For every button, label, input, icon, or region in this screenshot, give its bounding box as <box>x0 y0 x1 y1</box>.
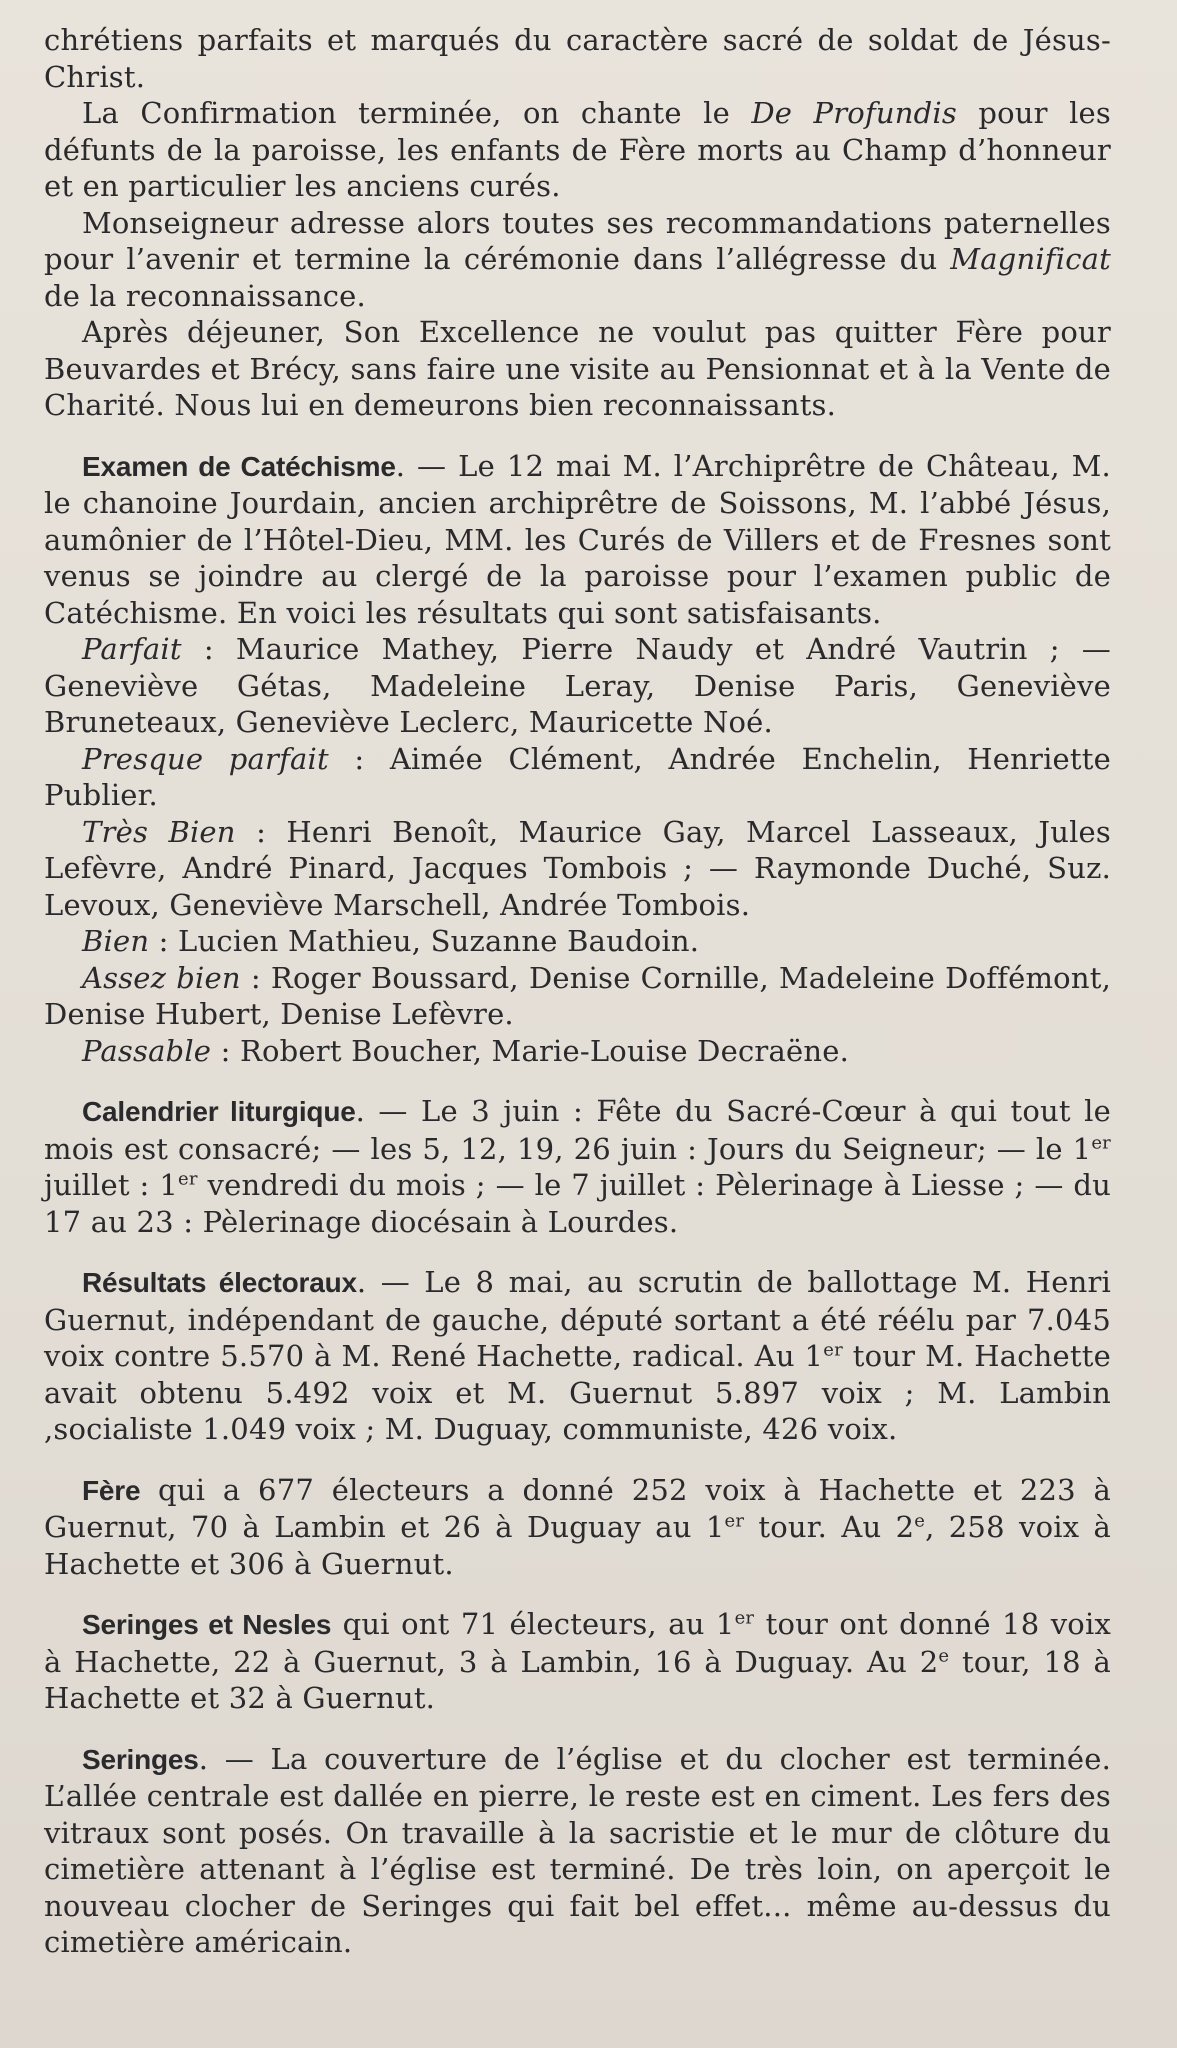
result-parfait: Parfait : Maurice Mathey, Pierre Naudy et André Vautrin ; — Geneviève Gétas, Madeleine Leray, Denise Paris, Geneviève Bruneteaux, Geneviève Leclerc, Mauricette Noé. <box>44 632 1111 739</box>
heading-calendrier-liturgique: Calendrier liturgique <box>82 1096 356 1127</box>
section-examen-catechisme: Examen de Catéchisme. — Le 12 mai M. l’Archiprêtre de Château, M. le chanoine Jourdain, ancien archiprêtre de Soissons, M. l’abbé Jésus, aumônier de l’Hôtel-Dieu, MM. les Curés de Villers et de Fresnes sont venus se joindre au clergé de la paroisse pour l’examen public de Catéchisme. En voici les résultats qui sont satisfaisants. <box>44 448 1111 630</box>
paragraph-recommandations: Monseigneur adresse alors toutes ses recommandations paternelles pour l’avenir et termine la cérémonie dans l’allégresse du Magnificat de la reconnaissance. <box>44 205 1111 313</box>
heading-resultats-electoraux: Résultats électoraux <box>82 1267 357 1298</box>
title-de-profundis: De Profundis <box>751 96 957 130</box>
heading-fere: Fère <box>82 1474 141 1506</box>
title-magnificat: Magnificat <box>950 242 1111 276</box>
section-fere: Fère qui a 677 électeurs a donné 252 voix à Hachette et 223 à Guernut, 70 à Lambin et 26 à Duguay au 1er tour. Au 2e, 258 voix à Hachette et 306 à Guernut. <box>44 1472 1111 1581</box>
section-resultats-electoraux: Résultats électoraux. — Le 8 mai, au scrutin de ballottage M. Henri Guernut, indépendant de gauche, député sortant a été réélu par 7.045 voix contre 5.570 à M. René Hachette, radical. Au 1er tour M. Hachette avait obtenu 5.492 voix et M. Guernut 5.897 voix ; M. Lambin ,socialiste 1.049 voix ; M. Duguay, communiste, 426 voix. <box>44 1265 1111 1446</box>
section-seringes-nesles: Seringes et Nesles qui ont 71 électeurs, au 1er tour ont donné 18 voix à Hachette, 22 à Guernut, 3 à Lambin, 16 à Duguay. Au 2e tour, 18 à Hachette et 32 à Guernut. <box>44 1607 1111 1715</box>
result-assez-bien: Assez bien : Roger Boussard, Denise Cornille, Madeleine Doffémont, Denise Hubert, Denise Lefèvre. <box>44 960 1111 1031</box>
section-calendrier-liturgique: Calendrier liturgique. — Le 3 juin : Fête du Sacré-Cœur à qui tout le mois est consacré; — les 5, 12, 19, 26 juin : Jours du Seigneur; — le 1er juillet : 1er vendredi du mois ; — le 7 juillet : Pèlerinage à Liesse ; — du 17 au 23 : Pèlerinage diocésain à Lourdes. <box>44 1094 1112 1239</box>
result-presque-parfait: Presque parfait : Aimée Clément, Andrée Enchelin, Henriette Publier. <box>44 741 1111 812</box>
result-tres-bien: Très Bien : Henri Benoît, Maurice Gay, Marcel Lasseaux, Jules Lefèvre, André Pinard, Jacques Tombois ; — Raymonde Duché, Suz. Levoux, Geneviève Marschell, Andrée Tombois. <box>44 814 1111 922</box>
section-seringes: Seringes. — La couverture de l’église et du clocher est terminée. L’allée centrale est dallée en pierre, le reste est en ciment. Les fers des vitraux sont posés. On travaille à la sacristie et le mur de clôture du cimetière attenant à l’église est terminé. De très loin, on aperçoit le nouveau clocher de Seringes qui fait bel effet... même au-dessus du cimetière américain. <box>44 1741 1111 1959</box>
heading-examen-catechisme: Examen de Catéchisme <box>82 450 396 482</box>
paragraph-apres-dejeuner: Après déjeuner, Son Excellence ne voulut pas quitter Fère pour Beuvardes et Brécy, sans faire une visite au Pensionnat et à la Vente de Charité. Nous lui en demeurons bien reconnaissants. <box>44 315 1111 422</box>
result-bien: Bien : Lucien Mathieu, Suzanne Baudoin. <box>82 924 700 958</box>
heading-seringes-nesles: Seringes et Nesles <box>82 1609 332 1640</box>
heading-seringes: Seringes <box>82 1743 199 1775</box>
result-passable: Passable : Robert Boucher, Marie-Louise Decraëne. <box>82 1033 850 1068</box>
paragraph-de-profundis: La Confirmation terminée, on chante le De Profundis pour les défunts de la paroisse, les enfants de Fère morts au Champ d’honneur et en particulier les anciens curés. <box>44 96 1111 203</box>
paragraph-confirmation-end: chrétiens parfaits et marqués du caractère sacré de soldat de Jésus-Christ. <box>44 23 1111 94</box>
